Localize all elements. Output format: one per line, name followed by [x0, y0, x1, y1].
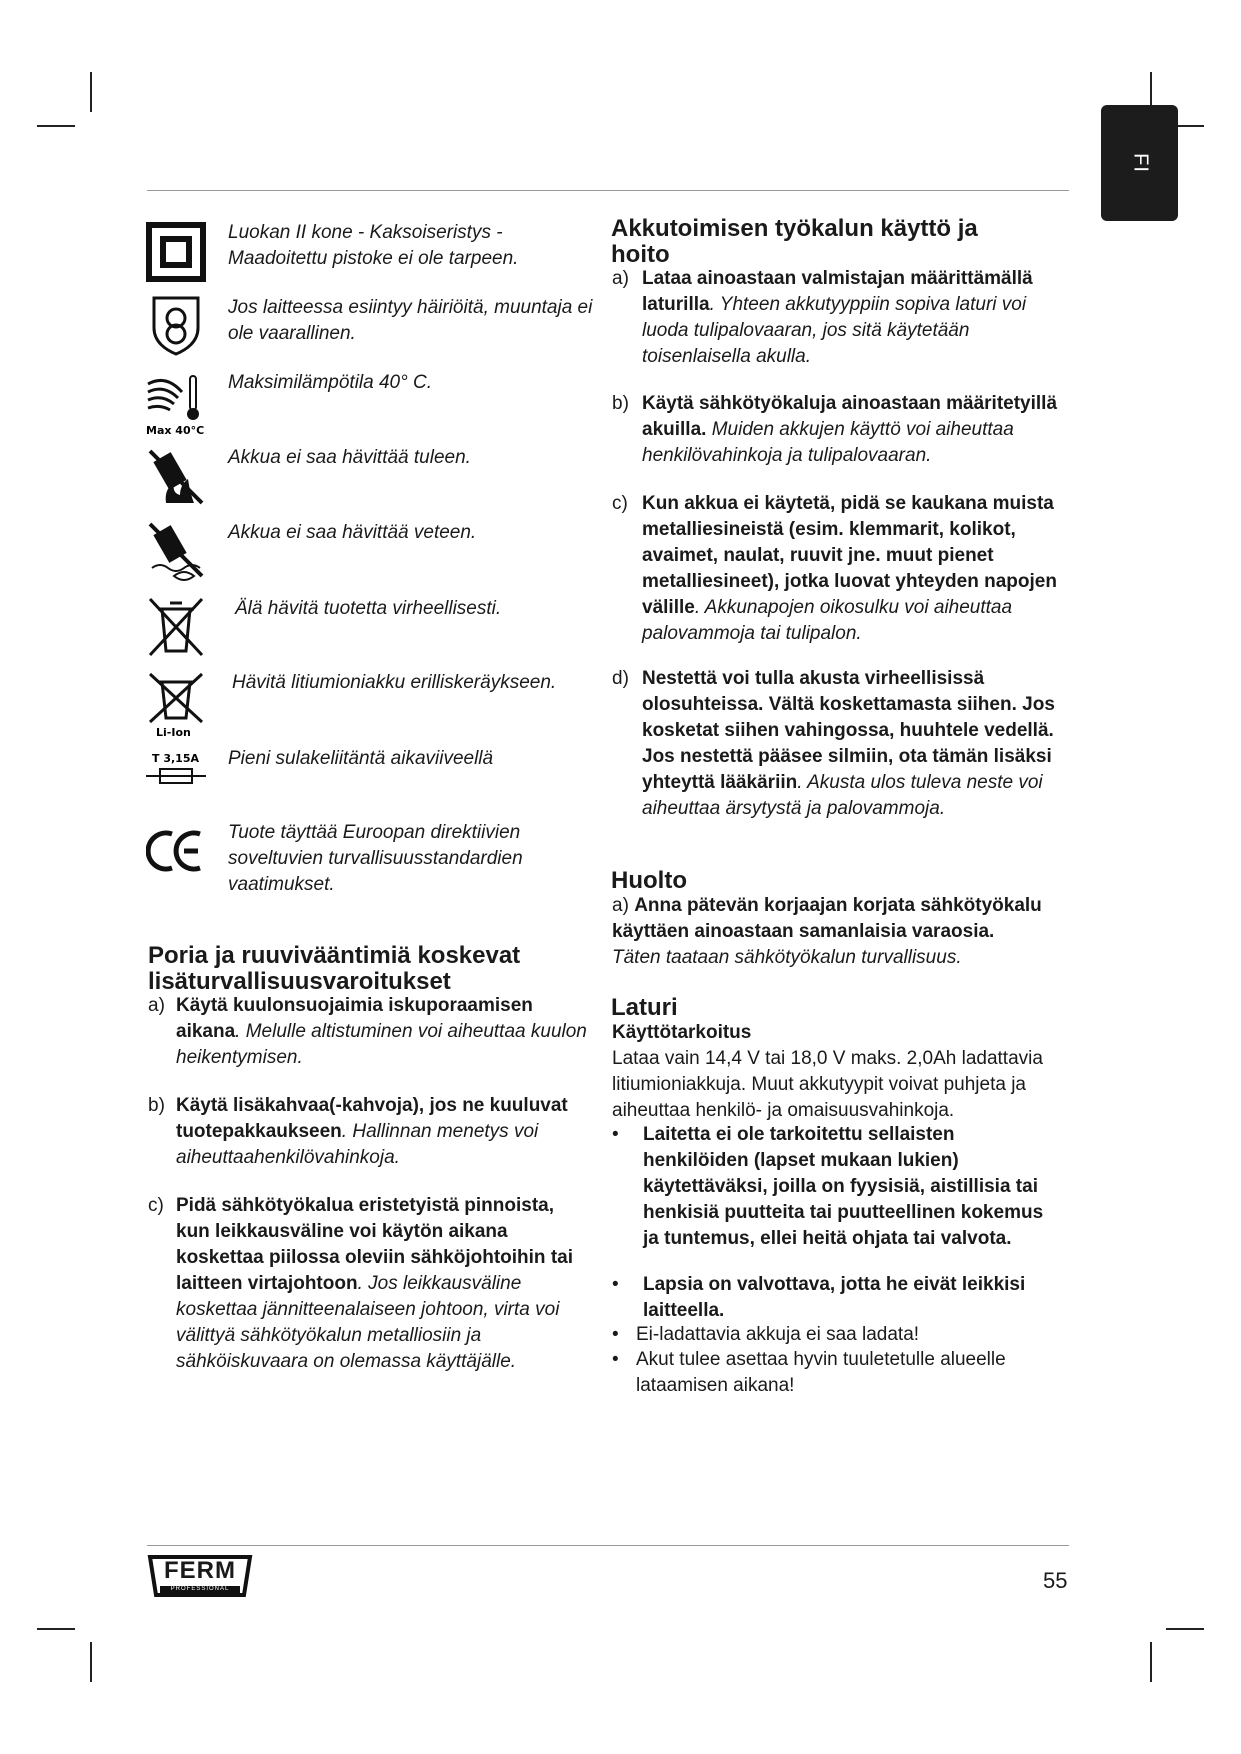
symbol-text: Akkua ei saa hävittää veteen. [228, 522, 477, 543]
ce-mark-icon [146, 828, 206, 874]
section-heading-charger: Laturi [611, 994, 678, 1021]
symbol-text: Hävitä litiumioniakku erilliskeräykseen. [232, 672, 557, 693]
section-heading-battery-tool: Akkutoimisen työkalun käyttö ja hoito [611, 215, 978, 268]
list-item: c) Pidä sähkötyökalua eristetyistä pinnoista, kun leikkausväline voi käytön aikana koskettaa piilossa oleviin sähköjohtoihin tai laitteen virtajohtoon. Jos leikkausväline koskettaa jännitteenalaiseen johtoon, virta voi välittyä sähkötyökalun metalliosiin ja sähköiskuvaara on olemassa käyttäjälle. [148, 1195, 573, 1372]
list-item: c) Kun akkua ei käytetä, pidä se kaukana muista metalliesineistä (esim. klemmarit, kolikot, avaimet, naulat, ruuvit jne. muut pienet metalliesineet), jotka luovat yhteyden napojen välille. Akkunapojen oikosulku voi aiheuttaa palovammoja tai tulipalon. [612, 493, 1057, 644]
icon-label: Li-Ion [156, 726, 191, 738]
class-ii-square-icon [146, 222, 206, 282]
icon-label: T 3,15A [152, 752, 199, 765]
crossed-bin-liion-icon [146, 670, 206, 738]
crop-mark [1150, 1642, 1152, 1682]
crop-mark [37, 125, 75, 127]
page-number: 55 [1043, 1568, 1068, 1593]
symbol-text: Maksimilämpötila 40° C. [228, 372, 432, 393]
list-item: a) Lataa ainoastaan valmistajan määrittämällä laturilla. Yhteen akkutyyppiin sopiva laturi voi luoda tulipalovaaran, jos sitä käytetään toisenlaisella akulla. [612, 268, 1033, 367]
charger-subheading: Käyttötarkoitus [612, 1022, 752, 1043]
bullet-item: • Ei-ladattavia akkuja ei saa ladata! [612, 1324, 920, 1345]
symbol-text: Pieni sulakeliitäntä aikaviiveellä [228, 748, 494, 769]
fuse-icon [146, 748, 206, 788]
symbol-text: Akkua ei saa hävittää tuleen. [228, 447, 471, 468]
symbol-text: Jos laitteessa esiintyy häiriöitä, muuntaja ei ole vaarallinen. [228, 297, 593, 344]
no-fire-battery-icon [146, 445, 206, 509]
list-item: d) Nestettä voi tulla akusta virheellisissä olosuhteissa. Vältä koskettamasta siihen. Jos kosketat siihen vahingossa, huuhtele vedellä. Jos nestettä pääsee silmiin, ota tämän lisäksi yhteyttä lääkäriin. Akusta ulos tuleva neste voi aiheuttaa ärsytystä ja palovammoja. [612, 668, 1055, 819]
header-rule [147, 190, 1069, 191]
safety-transformer-icon [146, 294, 206, 356]
section-heading-service: Huolto [611, 867, 687, 894]
crop-mark [90, 72, 92, 112]
language-tab: FI [1101, 105, 1178, 221]
max-temperature-icon [146, 372, 206, 436]
ferm-logo: FERM PROFESSIONAL [146, 1555, 254, 1599]
list-item: a) Käytä kuulonsuojaimia iskuporaamisen aikana. Melulle altistuminen voi aiheuttaa kuulon heikentymisen. [148, 995, 587, 1068]
crop-mark [90, 1642, 92, 1682]
symbol-text: Tuote täyttää Euroopan direktiivien soveltuvien turvallisuusstandardien vaatimukset. [228, 822, 523, 895]
list-item: b) Käytä sähkötyökaluja ainoastaan määritetyillä akuilla. Muiden akkujen käyttö voi aiheuttaa henkilövahinkoja ja tulipalovaaran. [612, 393, 1058, 466]
crop-mark [1166, 1628, 1204, 1630]
symbol-text: Älä hävitä tuotetta virheellisesti. [235, 598, 502, 619]
crossed-bin-icon [146, 595, 206, 659]
list-item: b) Käytä lisäkahvaa(-kahvoja), jos ne kuuluvat tuotepakkaukseen. Hallinnan menetys voi aiheuttaahenkilövahinkoja. [148, 1095, 568, 1168]
icon-label: Max 40°C [146, 424, 205, 436]
footer-rule [147, 1545, 1069, 1546]
crop-mark [37, 1628, 75, 1630]
bullet-item: • Laitetta ei ole tarkoitettu sellaisten henkilöiden (lapset mukaan lukien) käytettäväksi, joilla on fyysisiä, aistillisia tai henkisiä puutteita tai puutteellinen kokemus ja tuntemus, ellei heitä ohjata tai valvota. [612, 1124, 1044, 1249]
bullet-item: • Akut tulee asettaa hyvin tuuletetulle alueelle lataamisen aikana! [612, 1349, 1006, 1396]
section-heading-drill-safety: Poria ja ruuvivääntimiä koskevat lisäturvallisuusvaroitukset [148, 942, 521, 995]
charger-intro: Lataa vain 14,4 V tai 18,0 V maks. 2,0Ah ladattavia litiumioniakkuja. Muut akkutyypit voivat puhjeta ja aiheuttaa henkilö- ja omaisuusvahinkoja. [612, 1048, 1043, 1121]
no-water-battery-icon [146, 520, 206, 586]
symbol-text: Luokan II kone - Kaksoiseristys - Maadoitettu pistoke ei ole tarpeen. [228, 222, 519, 269]
bullet-item: • Lapsia on valvottava, jotta he eivät leikkisi laitteella. [612, 1274, 1026, 1321]
service-text: a) Anna pätevän korjaajan korjata sähkötyökalu käyttäen ainoastaan samanlaisia varaosia. Täten taataan sähkötyökalun turvallisuus. [612, 895, 1042, 968]
